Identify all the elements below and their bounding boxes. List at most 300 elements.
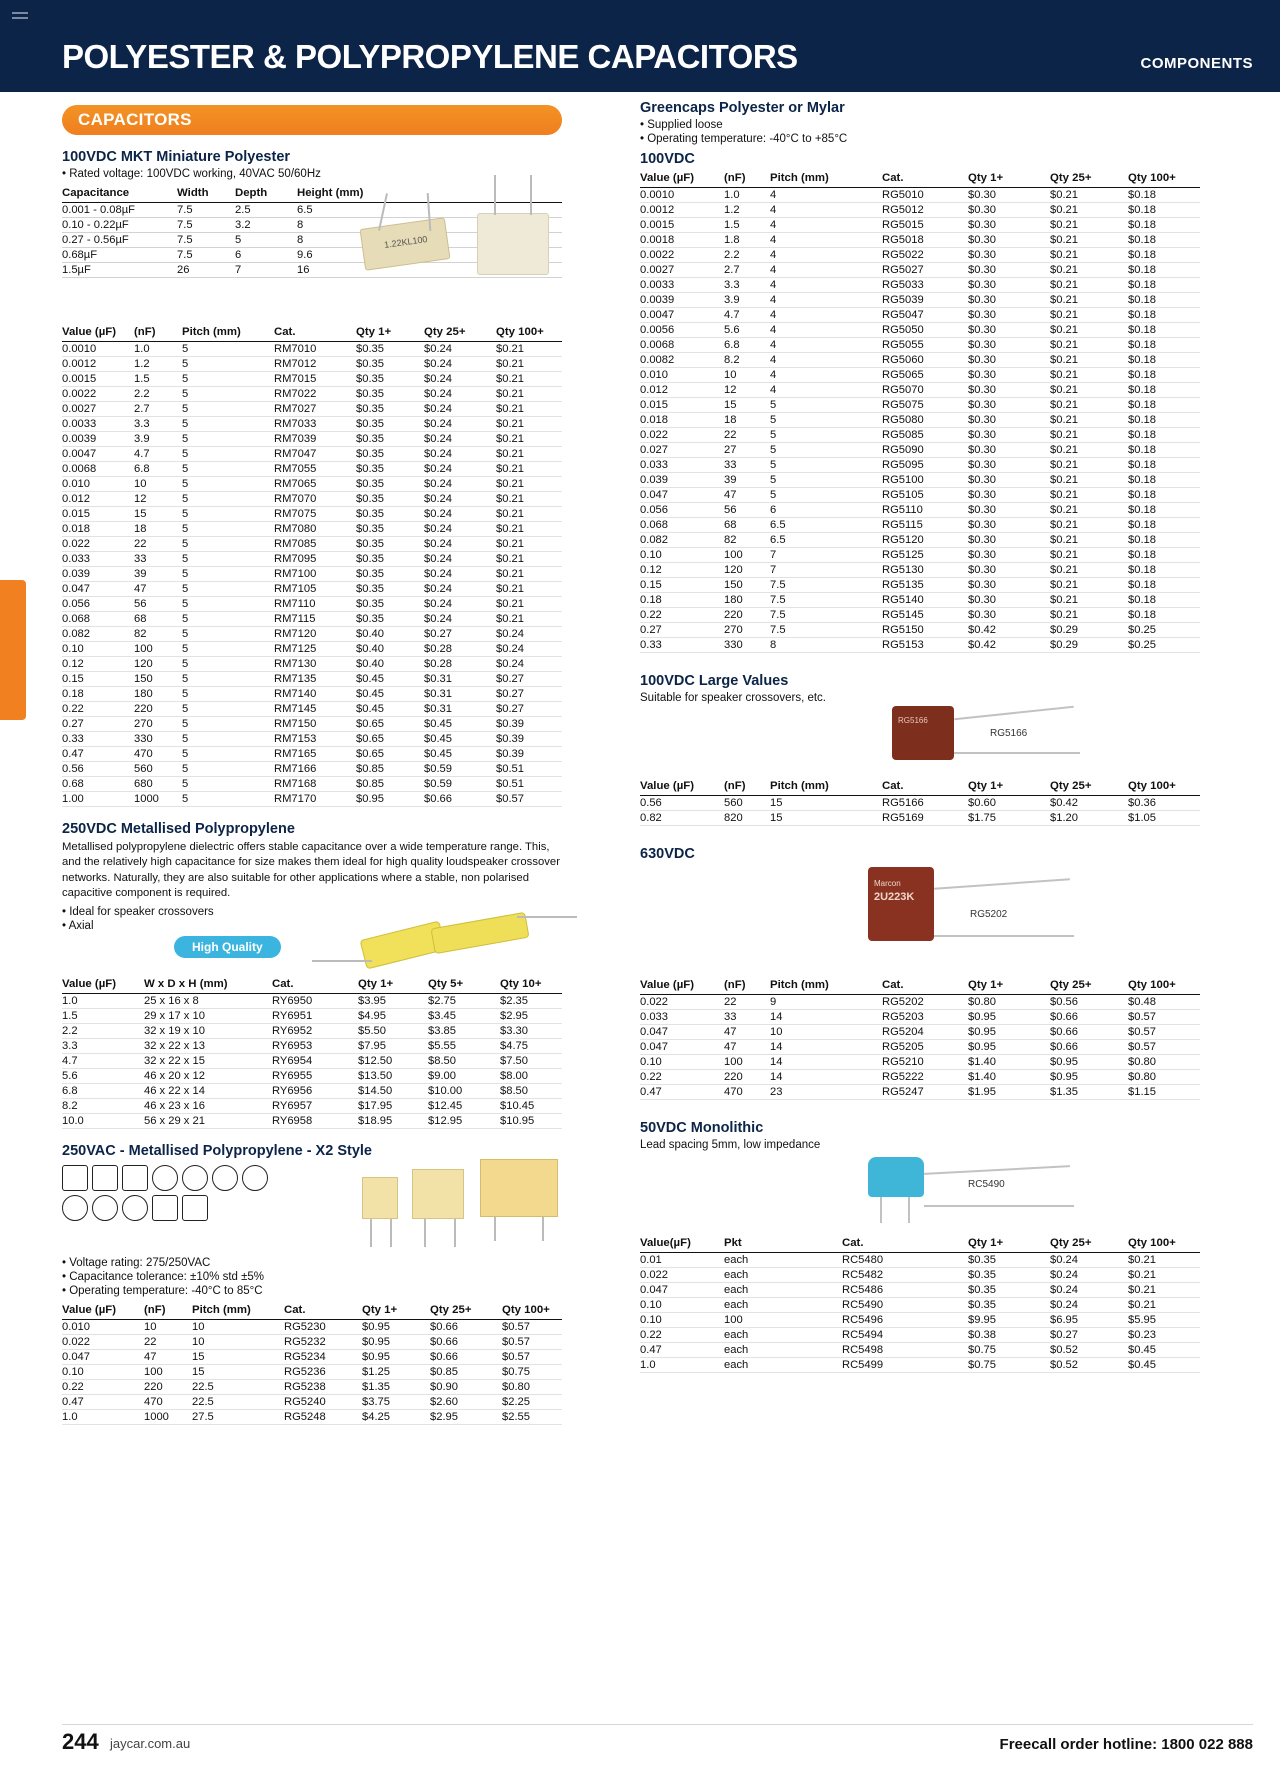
table-row [62,1024,562,1039]
cell: 0.047 [640,1025,724,1040]
cell: 5 [182,507,274,522]
cell: 5.6 [62,1069,144,1084]
table-row [640,293,1200,308]
cell: 0.001 - 0.08µF [62,203,177,218]
cell: RG5015 [882,218,968,233]
cell: RY6954 [272,1054,358,1069]
cell: $2.95 [430,1410,502,1425]
table-row [62,1365,562,1380]
cell: 6 [770,503,882,518]
table-row [640,638,1200,653]
table-row [640,1343,1200,1358]
cell: $0.21 [1050,488,1128,503]
cell: RM7012 [274,357,356,372]
cell: 0.0056 [640,323,724,338]
table-row [62,387,562,402]
mkt-bullet: • Rated voltage: 100VDC working, 40VAC 50/60Hz [62,168,321,180]
cell: $0.30 [968,338,1050,353]
mpp250-rows [62,994,562,1129]
cell: $0.30 [968,233,1050,248]
col-qty10: Qty 10+ [500,976,562,994]
x2-table [62,1302,562,1425]
cell: 0.10 [640,1055,724,1070]
cell: $0.30 [968,398,1050,413]
cell: RY6952 [272,1024,358,1039]
cell: 120 [724,563,770,578]
cell: $0.59 [424,777,496,792]
cell: $0.30 [968,323,1050,338]
greencaps-subtitle: 100VDC [640,151,695,167]
cell: $5.50 [358,1024,428,1039]
cell: 0.56 [640,796,724,811]
cell: 0.039 [640,473,724,488]
table-row [62,1054,562,1069]
cell: $1.95 [968,1085,1050,1100]
cell: 33 [724,458,770,473]
cell: RM7140 [274,687,356,702]
cell: 15 [134,507,182,522]
cell: 6.8 [134,462,182,477]
cell: 18 [724,413,770,428]
cell: $1.05 [1128,811,1200,826]
cell: 0.33 [640,638,724,653]
table-row [62,597,562,612]
cell: $0.57 [502,1350,562,1365]
cell: RG5100 [882,473,968,488]
cell: RM7015 [274,372,356,387]
cell: $0.21 [1050,593,1128,608]
cell: 1.8 [724,233,770,248]
cell: 5 [770,413,882,428]
table-row [62,1039,562,1054]
cell: 47 [144,1350,192,1365]
x2-rows [62,1320,562,1425]
cell: $0.45 [424,717,496,732]
cell: 25 x 16 x 8 [144,994,272,1009]
cell: 6.5 [770,533,882,548]
cell: 4 [770,233,882,248]
cell: $0.66 [1050,1025,1128,1040]
cell: RG5234 [284,1350,362,1365]
cell: $7.95 [358,1039,428,1054]
cell: $0.66 [424,792,496,807]
cell: $0.18 [1128,293,1200,308]
cell: 3.3 [724,278,770,293]
cell: 680 [134,777,182,792]
cell: 7.5 [177,248,235,263]
col-cat: Cat. [274,324,356,342]
x2-bullet-3: • Operating temperature: -40°C to 85°C [62,1285,263,1297]
cell: $0.18 [1128,473,1200,488]
cell: $0.35 [356,357,424,372]
cell: $0.21 [496,567,562,582]
cell: 5 [182,717,274,732]
cell: $0.24 [424,492,496,507]
cell: 14 [770,1040,882,1055]
cell: 0.10 [640,548,724,563]
table-row [640,338,1200,353]
col-depth: Depth [235,185,297,203]
cell: 10 [770,1025,882,1040]
cell: $0.48 [1128,995,1200,1010]
cell: $0.30 [968,413,1050,428]
cell: $0.18 [1128,338,1200,353]
cell: $0.45 [424,732,496,747]
cell: $0.40 [356,657,424,672]
cell: $0.35 [356,342,424,357]
cell: 0.018 [62,522,134,537]
cell: $0.24 [424,507,496,522]
col-qty1: Qty 1+ [358,976,428,994]
cell: $4.75 [500,1039,562,1054]
cell: $0.45 [424,747,496,762]
cell: 0.82 [640,811,724,826]
cell: 470 [134,747,182,762]
cell: $0.21 [496,342,562,357]
cell: 12 [724,383,770,398]
cell: RM7033 [274,417,356,432]
cell: RG5050 [882,323,968,338]
cell: 3.2 [235,218,297,233]
cell: $0.30 [968,473,1050,488]
cell: 0.033 [640,458,724,473]
v630-photo: Marcon 2U223K RG5202 [840,861,1090,971]
greencaps-title: Greencaps Polyester or Mylar [640,100,845,116]
cell: $0.21 [1050,353,1128,368]
cell: $0.85 [430,1365,502,1380]
cell: RM7165 [274,747,356,762]
cell: 220 [134,702,182,717]
large-values-photo: RG5166 RG5166 [870,700,1090,770]
cell: 2.7 [134,402,182,417]
cell: $0.30 [968,563,1050,578]
cell: RM7110 [274,597,356,612]
cell: $0.30 [968,353,1050,368]
cell: 5 [182,792,274,807]
col-qty25: Qty 25+ [1050,1235,1128,1253]
cell: 82 [724,533,770,548]
table-row [62,342,562,357]
cell: $3.85 [428,1024,500,1039]
cell: 4 [770,203,882,218]
cell: 0.0047 [62,447,134,462]
col-qty1: Qty 1+ [356,324,424,342]
cell: 9.6 [297,248,562,263]
cell: 0.0022 [640,248,724,263]
cell: RG5090 [882,443,968,458]
cell: 22 [134,537,182,552]
table-row [640,578,1200,593]
cell: 5 [182,612,274,627]
cell: $0.60 [968,796,1050,811]
cell: $0.18 [1128,263,1200,278]
cell: 0.0068 [62,462,134,477]
cell: 10 [134,477,182,492]
cell: 0.27 [640,623,724,638]
cell: RC5486 [842,1283,968,1298]
side-tab [0,580,26,720]
cell: $0.30 [968,278,1050,293]
cell: 5 [770,458,882,473]
cell: 1.5 [62,1009,144,1024]
cell: $0.85 [356,762,424,777]
cell: $0.35 [356,552,424,567]
cell: 0.012 [62,492,134,507]
cell: $0.21 [1050,548,1128,563]
table-row [62,747,562,762]
cell: $0.35 [356,447,424,462]
cell: RM7055 [274,462,356,477]
cell: $0.35 [356,507,424,522]
cell: $3.75 [362,1395,430,1410]
cell: $0.45 [356,687,424,702]
cell: 0.33 [62,732,134,747]
cell: RM7170 [274,792,356,807]
cell: 120 [134,657,182,672]
cell: $0.42 [968,623,1050,638]
col-qty100: Qty 100+ [1128,778,1200,796]
cell: 0.22 [640,1328,724,1343]
cell: $0.95 [968,1010,1050,1025]
cell: $0.18 [1128,308,1200,323]
cell: $0.18 [1128,413,1200,428]
cell: $0.21 [1050,278,1128,293]
cell: $0.57 [1128,1010,1200,1025]
cell: $0.21 [496,477,562,492]
cell: 33 [724,1010,770,1025]
cell: $0.66 [1050,1040,1128,1055]
cell: RM7095 [274,552,356,567]
cell: 22.5 [192,1380,284,1395]
cell: 0.10 [640,1313,724,1328]
cell: 0.010 [640,368,724,383]
cell: 22 [724,428,770,443]
cell: $0.18 [1128,248,1200,263]
cell: 4 [770,308,882,323]
cell: $0.21 [496,552,562,567]
cell: RM7070 [274,492,356,507]
col-qty1: Qty 1+ [968,1235,1050,1253]
col-pitch: Pitch (mm) [770,778,882,796]
cell: 4 [770,338,882,353]
cell: 5 [182,417,274,432]
cell: 180 [724,593,770,608]
cell: 6.5 [770,518,882,533]
cell: $0.24 [496,657,562,672]
cell: 56 [134,597,182,612]
cell: 0.056 [62,597,134,612]
cell: $18.95 [358,1114,428,1129]
cell: 5 [182,447,274,462]
cell: 4.7 [134,447,182,462]
cell: 22 [144,1335,192,1350]
cell: 5 [182,627,274,642]
warning-icon [122,1165,148,1191]
cell: $0.57 [1128,1025,1200,1040]
col-pitch: Pitch (mm) [770,977,882,995]
cell: RG5150 [882,623,968,638]
table-row [62,537,562,552]
table-row [640,1085,1200,1100]
cell: 10 [724,368,770,383]
cell: 9 [770,995,882,1010]
cell: 0.0018 [640,233,724,248]
cell: each [724,1328,842,1343]
cell: $0.21 [1050,413,1128,428]
cell: $0.24 [424,387,496,402]
cell: $12.50 [358,1054,428,1069]
mono-image-label: RC5490 [968,1179,1005,1190]
table-row [640,623,1200,638]
cell: 270 [724,623,770,638]
cell: $0.52 [1050,1343,1128,1358]
cell: $0.30 [968,188,1050,203]
table-row [640,443,1200,458]
cell: $0.35 [356,537,424,552]
cell: $1.20 [1050,811,1128,826]
cell: 5 [182,777,274,792]
cell: each [724,1253,842,1268]
table-header-row [62,324,562,342]
cell: $0.56 [1050,995,1128,1010]
cell: 2.2 [134,387,182,402]
cell: RG5018 [882,233,968,248]
cell: $0.21 [1050,578,1128,593]
cell: $0.45 [1128,1343,1200,1358]
cell: 0.027 [640,443,724,458]
cell: $0.65 [356,717,424,732]
cell: $0.21 [1050,608,1128,623]
cell: $0.18 [1128,353,1200,368]
cell: $1.35 [1050,1085,1128,1100]
cell: 0.18 [62,687,134,702]
col-height: Height (mm) [297,185,562,203]
cell: 0.033 [640,1010,724,1025]
cell: $0.95 [362,1350,430,1365]
col-pitch: Pitch (mm) [770,170,882,188]
ce-icon [92,1165,118,1191]
col-qty1: Qty 1+ [968,977,1050,995]
cell: 330 [134,732,182,747]
cell: $0.18 [1128,608,1200,623]
cell: $0.24 [424,522,496,537]
col-nf: (nF) [724,778,770,796]
cell: RY6950 [272,994,358,1009]
cell: each [724,1283,842,1298]
table-row [62,1099,562,1114]
cell: $2.60 [430,1395,502,1410]
mkt-title: 100VDC MKT Miniature Polyester [62,149,291,165]
cell: $10.95 [500,1114,562,1129]
cell: $0.21 [1128,1298,1200,1313]
cell: $0.24 [1050,1268,1128,1283]
x2-bullet-1: • Voltage rating: 275/250VAC [62,1257,211,1269]
cell: $0.35 [356,567,424,582]
cell: 0.47 [640,1343,724,1358]
cell: 5 [770,398,882,413]
cell: 0.047 [640,1040,724,1055]
cell: 5 [182,357,274,372]
cell: 7.5 [770,593,882,608]
cell: 0.47 [62,747,134,762]
mpp250-capacitor-photo [312,912,562,976]
cell: $0.24 [1050,1253,1128,1268]
table-row [62,687,562,702]
capacitors-banner [62,105,562,135]
cell: RG5055 [882,338,968,353]
greencaps-table [640,170,1200,653]
cell: 0.68µF [62,248,177,263]
cell: each [724,1268,842,1283]
cell: $0.18 [1128,578,1200,593]
cell: 27 [724,443,770,458]
cell: 150 [724,578,770,593]
cell: 4 [770,323,882,338]
cell: $0.21 [496,447,562,462]
cell: $0.21 [1050,263,1128,278]
col-qty1: Qty 1+ [362,1302,430,1320]
cell: 1.5µF [62,263,177,278]
cell: RM7168 [274,777,356,792]
table-row [62,1380,562,1395]
cell: $12.45 [428,1099,500,1114]
cell: $0.21 [496,582,562,597]
col-qty25: Qty 25+ [1050,977,1128,995]
cell: $8.00 [500,1069,562,1084]
cell: 4 [770,278,882,293]
cell: 0.0010 [62,342,134,357]
cell: 0.010 [62,1320,144,1335]
cell: $0.21 [1128,1253,1200,1268]
cell: $10.45 [500,1099,562,1114]
cell: $0.21 [496,507,562,522]
cell: RM7130 [274,657,356,672]
table-header-row [640,1235,1200,1253]
col-cat: Cat. [882,778,968,796]
cell: $0.18 [1128,548,1200,563]
cell: RG5135 [882,578,968,593]
cell: $0.35 [356,612,424,627]
table-row [640,548,1200,563]
table-row [640,1268,1200,1283]
menu-icon[interactable] [12,12,28,22]
section-label: COMPONENTS [1140,55,1253,72]
cell: $0.18 [1128,203,1200,218]
cell: RG5248 [284,1410,362,1425]
cell: 5 [182,687,274,702]
cell: $1.25 [362,1365,430,1380]
col-pitch: Pitch (mm) [182,324,274,342]
cell: $0.21 [1050,428,1128,443]
cell: $0.21 [496,492,562,507]
cell: $0.21 [1050,518,1128,533]
cell: $0.36 [1128,796,1200,811]
table-row [62,792,562,807]
large-values-image-label: RG5166 [990,728,1028,739]
mkt-price-rows [62,342,562,807]
cell: 0.018 [640,413,724,428]
col-qty100: Qty 100+ [1128,1235,1200,1253]
cell: $13.50 [358,1069,428,1084]
mono-photo [840,1149,1090,1229]
cell: $0.35 [356,387,424,402]
cell: 5 [182,522,274,537]
cell: 5.6 [724,323,770,338]
cell: $1.75 [968,811,1050,826]
website-url[interactable]: jaycar.com.au [110,1736,191,1751]
table-row [640,248,1200,263]
cell: 56 x 29 x 21 [144,1114,272,1129]
